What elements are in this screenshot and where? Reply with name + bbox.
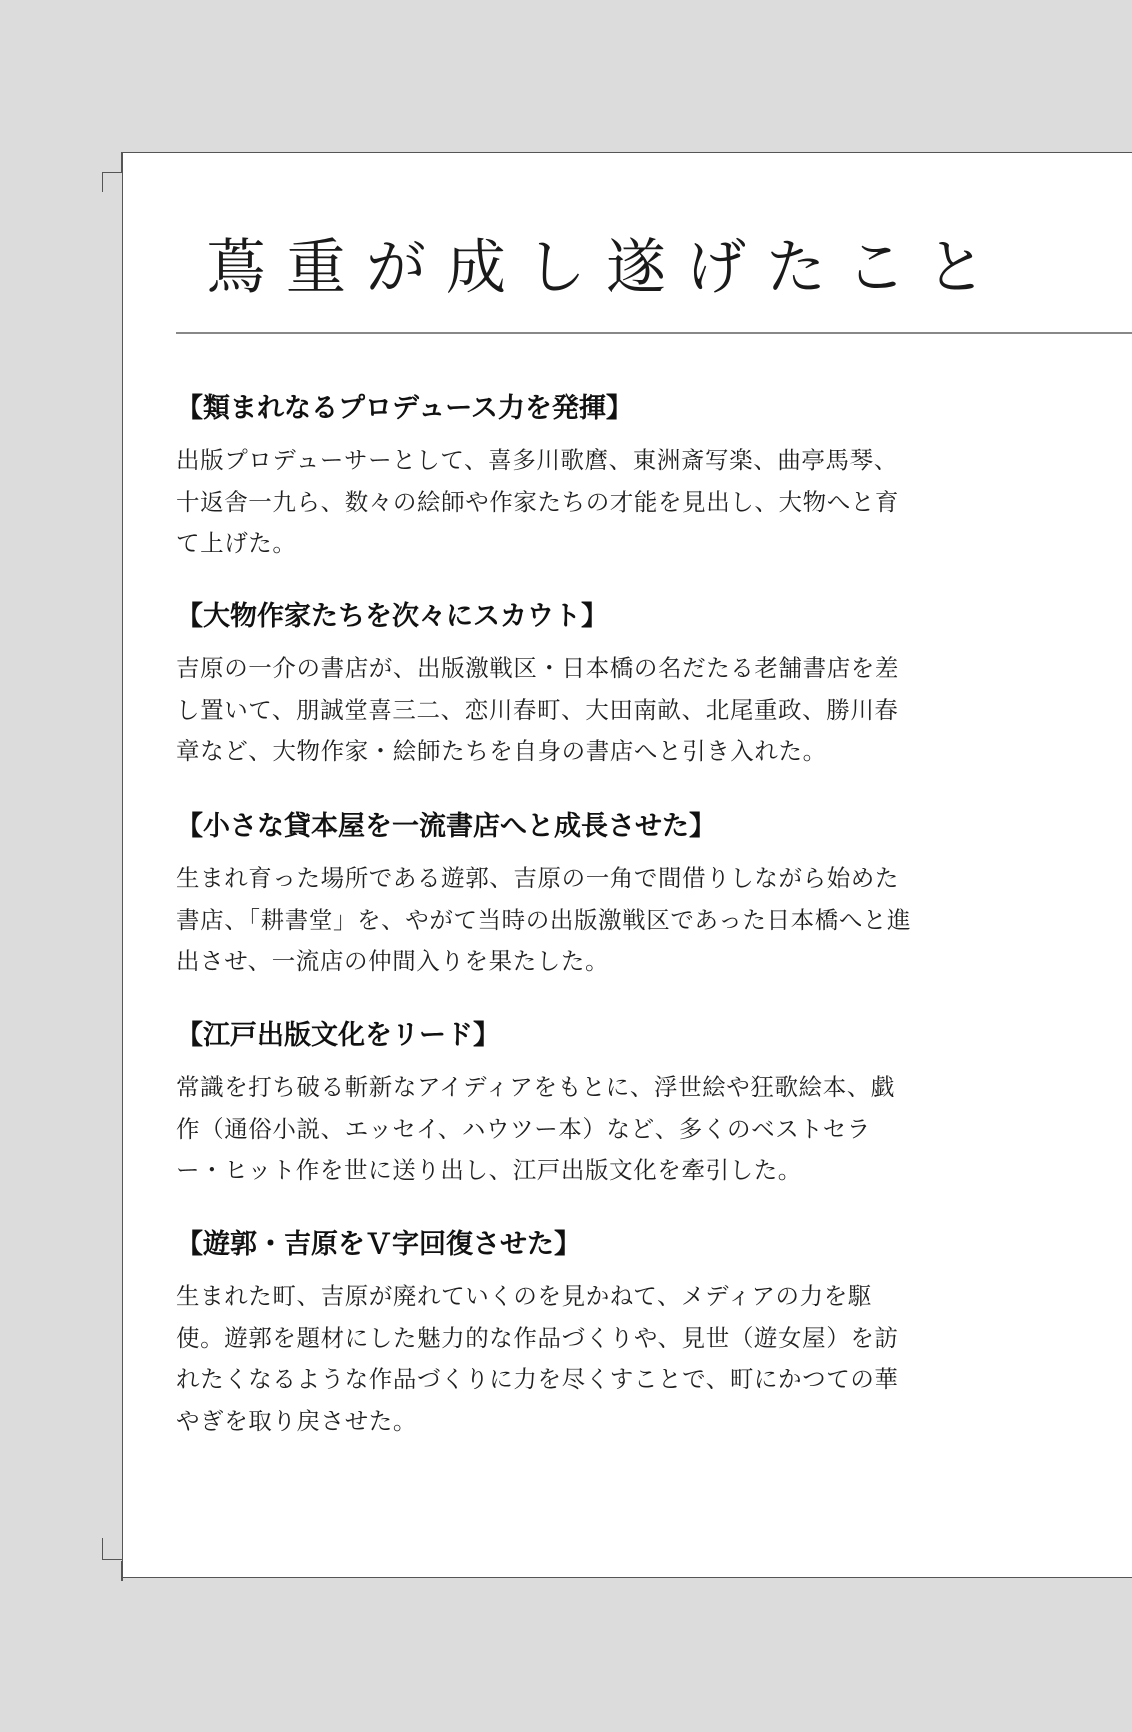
- section-heading: 【遊郭・吉原をＶ字回復させた】: [176, 1229, 581, 1260]
- section-body: 常識を打ち破る斬新なアイディアをもとに、浮世絵や狂歌絵本、戯作（通俗小説、エッセイ、ハウツー本）など、多くのベストセラー・ヒット作を世に送り出し、江戸出版文化を牽引した。: [176, 1073, 896, 1184]
- section-heading: 【大物作家たちを次々にスカウト】: [176, 601, 608, 632]
- section-yoshiwara: [176, 1228, 916, 1442]
- section-heading: 【類まれなるプロデュース力を発揮】: [176, 393, 633, 424]
- title-divider: [176, 332, 1132, 334]
- page-title: 蔦重が成し遂げたこと: [206, 233, 1006, 303]
- section-body: 吉原の一介の書店が、出版激戦区・日本橋の名だたる老舗書店を差し置いて、朋誠堂喜三二、恋川春町、大田南畝、北尾重政、勝川春章など、大物作家・絵師たちを自身の書店へと引き入れた。: [176, 654, 899, 765]
- frame-corner-bottom: [102, 1538, 122, 1560]
- section-scout: [176, 600, 916, 773]
- section-body: 出版プロデューサーとして、喜多川歌麿、東洲斎写楽、曲亭馬琴、十返舎一九ら、数々の絵師や作家たちの才能を見出し、大物へと育て上げた。: [176, 446, 899, 557]
- section-body: 生まれ育った場所である遊郭、吉原の一角で間借りしながら始めた書店、「耕書堂」を、やがて当時の出版激戦区であった日本橋へと進出させ、一流店の仲間入りを果たした。: [176, 864, 912, 975]
- section-bookstore: [176, 810, 916, 983]
- section-heading: 【江戸出版文化をリード】: [176, 1020, 500, 1051]
- section-heading: 【小さな貸本屋を一流書店へと成長させた】: [176, 811, 716, 842]
- section-edo-culture: [176, 1019, 916, 1192]
- frame-corner-top: [102, 172, 122, 192]
- section-producer: [176, 392, 916, 565]
- section-body: 生まれた町、吉原が廃れていくのを見かねて、メディアの力を駆使。遊郭を題材にした魅力的な作品づくりや、見世（遊女屋）を訪れたくなるような作品づくりに力を尽くすことで、町にかつての華やぎを取り戻させた。: [176, 1282, 899, 1435]
